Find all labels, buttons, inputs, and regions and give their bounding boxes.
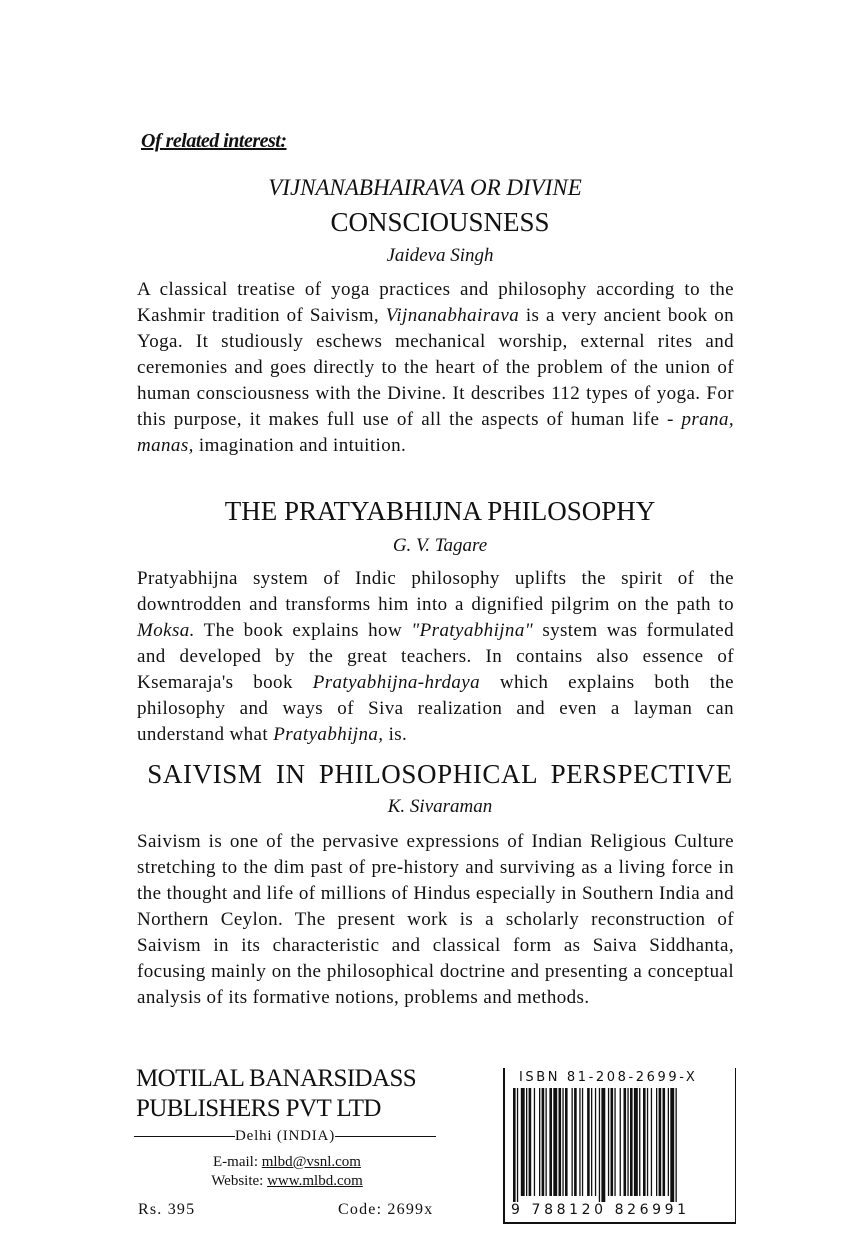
- book-description-saivism: [137, 829, 734, 1011]
- barcode-bar: [521, 1088, 525, 1196]
- description-text: Saivism is one of the pervasive expressions of Indian Religious Culture stretching to the dim past of pre-history and surviving as a living force in the thought and life of millions of Hindus especially in Southern India and Northern Ceylon. The present work is a scholarly reconstruction of Saivism in its characteristic and classical form as Saiva Siddhanta, focusing mainly on the philosophical doctrine and presenting a conceptual analysis of its formative notions, problems and methods.: [137, 831, 734, 1008]
- barcode-bar: [599, 1088, 600, 1204]
- book-title-line1: VIJNANABHAIRAVA OR DIVINE: [268, 175, 582, 200]
- barcode-bar: [526, 1088, 527, 1196]
- book-title-pratyabhijna: THE PRATYABHIJNA PHILOSOPHY: [224, 496, 656, 526]
- barcode-bar: [608, 1088, 609, 1196]
- barcode-bar: [630, 1088, 633, 1196]
- isbn-label: ISBN 81-208-2699-X: [519, 1070, 698, 1085]
- description-text: Pratyabhijna system of Indic philosophy uplifts the spirit of the downtrodden and transforms him into a dignified pilgrim on the path to: [137, 568, 734, 615]
- barcode-bar: [582, 1088, 583, 1196]
- description-italic-text: "Pratyabhijna": [411, 620, 534, 641]
- description-text: which explains both the philosophy and ways of Siva realization and even a layman can understand what: [137, 672, 735, 745]
- description-italic-text: Pratyabhijna,: [273, 724, 384, 745]
- barcode-bar: [639, 1088, 640, 1196]
- publisher-name-line1: MOTILAL BANARSIDASS: [136, 1065, 417, 1092]
- website-link[interactable]: www.mlbd.com: [267, 1173, 363, 1189]
- barcode-bar: [643, 1088, 646, 1196]
- book-author-tagare: G. V. Tagare: [392, 535, 488, 556]
- barcode-bar: [668, 1088, 669, 1196]
- barcode-bar: [611, 1088, 614, 1196]
- publisher-city-row: [134, 1128, 436, 1145]
- barcode-bar: [614, 1088, 615, 1196]
- book-description-pratyabhijna: [137, 566, 734, 748]
- publisher-email-row: [134, 1152, 440, 1172]
- isbn-barcode: [503, 1068, 736, 1224]
- publisher-name: [136, 1064, 416, 1124]
- barcode-bar: [579, 1088, 580, 1196]
- divider: [134, 1136, 235, 1137]
- barcode-bar: [663, 1088, 666, 1196]
- barcode-bar: [670, 1088, 674, 1204]
- barcode-bar: [574, 1088, 577, 1196]
- barcode-bar: [634, 1088, 638, 1196]
- description-text: is.: [383, 724, 408, 745]
- publisher-name-line2: PUBLISHERS PVT LTD: [136, 1095, 381, 1122]
- publisher-website-row: [134, 1171, 440, 1191]
- barcode-bar: [546, 1088, 547, 1196]
- barcode-bar: [627, 1088, 628, 1196]
- price-label: Rs. 395: [138, 1201, 196, 1218]
- description-italic-text: prana, manas,: [137, 409, 734, 456]
- barcode-bar: [587, 1088, 590, 1196]
- book-author-sivaraman: K. Sivaraman: [387, 796, 493, 817]
- book-title-line2: CONSCIOUSNESS: [330, 207, 550, 237]
- barcode-bar: [572, 1088, 573, 1196]
- barcode-bar: [651, 1088, 652, 1196]
- barcode-digits: 9 788120 826991: [511, 1202, 690, 1218]
- description-text: The book explains how: [194, 620, 412, 641]
- barcode-bar: [656, 1088, 657, 1196]
- book-author-jaideva-singh: Jaideva Singh: [386, 245, 494, 266]
- barcode-bar: [529, 1088, 532, 1196]
- publisher-city: Delhi (INDIA): [235, 1128, 335, 1144]
- barcode-bar: [513, 1088, 516, 1204]
- book-title-saivism: SAIVISM IN PHILOSOPHICAL PERSPECTIVE: [147, 759, 733, 789]
- barcode-bars-icon: [513, 1088, 727, 1204]
- book-title-vijnanabhairava: [120, 172, 760, 238]
- barcode-bar: [562, 1088, 563, 1196]
- barcode-bar: [534, 1088, 535, 1196]
- divider: [335, 1136, 436, 1137]
- barcode-bar: [659, 1088, 662, 1196]
- barcode-bar: [542, 1088, 545, 1196]
- barcode-bar: [624, 1088, 627, 1196]
- email-link[interactable]: mlbd@vsnl.com: [261, 1154, 361, 1170]
- barcode-bar: [676, 1088, 677, 1204]
- barcode-bar: [553, 1088, 557, 1196]
- barcode-bar: [517, 1088, 518, 1204]
- barcode-bar: [559, 1088, 562, 1196]
- book-description-vijnanabhairava: [137, 277, 734, 459]
- description-text: A classical treatise of yoga practices and philosophy according to the Kashmir tradition of Saivism,: [137, 279, 734, 326]
- barcode-bar: [539, 1088, 540, 1196]
- barcode-bar: [601, 1088, 605, 1204]
- barcode-bar: [565, 1088, 568, 1196]
- related-interest-heading: Of related interest:: [141, 130, 287, 152]
- product-code: Code: 2699x: [338, 1201, 434, 1218]
- barcode-bar: [595, 1088, 596, 1196]
- description-text: system was formulated and developed by the great teachers. In contains also essence of Ksemaraja's book: [137, 620, 735, 693]
- description-italic-text: Moksa.: [137, 620, 195, 641]
- barcode-bar: [620, 1088, 621, 1196]
- website-label: Website:: [211, 1173, 264, 1189]
- description-italic-text: Pratyabhijna-hrdaya: [312, 672, 481, 693]
- description-text: imagination and intuition.: [193, 435, 407, 456]
- barcode-bar: [549, 1088, 552, 1196]
- barcode-bar: [647, 1088, 648, 1196]
- description-italic-text: Vijnanabhairava: [385, 305, 520, 326]
- email-label: E-mail:: [213, 1154, 258, 1170]
- description-text: is a very ancient book on Yoga. It studiously eschews mechanical worship, external rites and ceremonies and goes directly to the heart of the problem of the union of human consciousness with the Divine. It describes 112 types of yoga. For this purpose, it makes full use of all the aspects of human life -: [137, 305, 734, 430]
- barcode-bar: [591, 1088, 592, 1196]
